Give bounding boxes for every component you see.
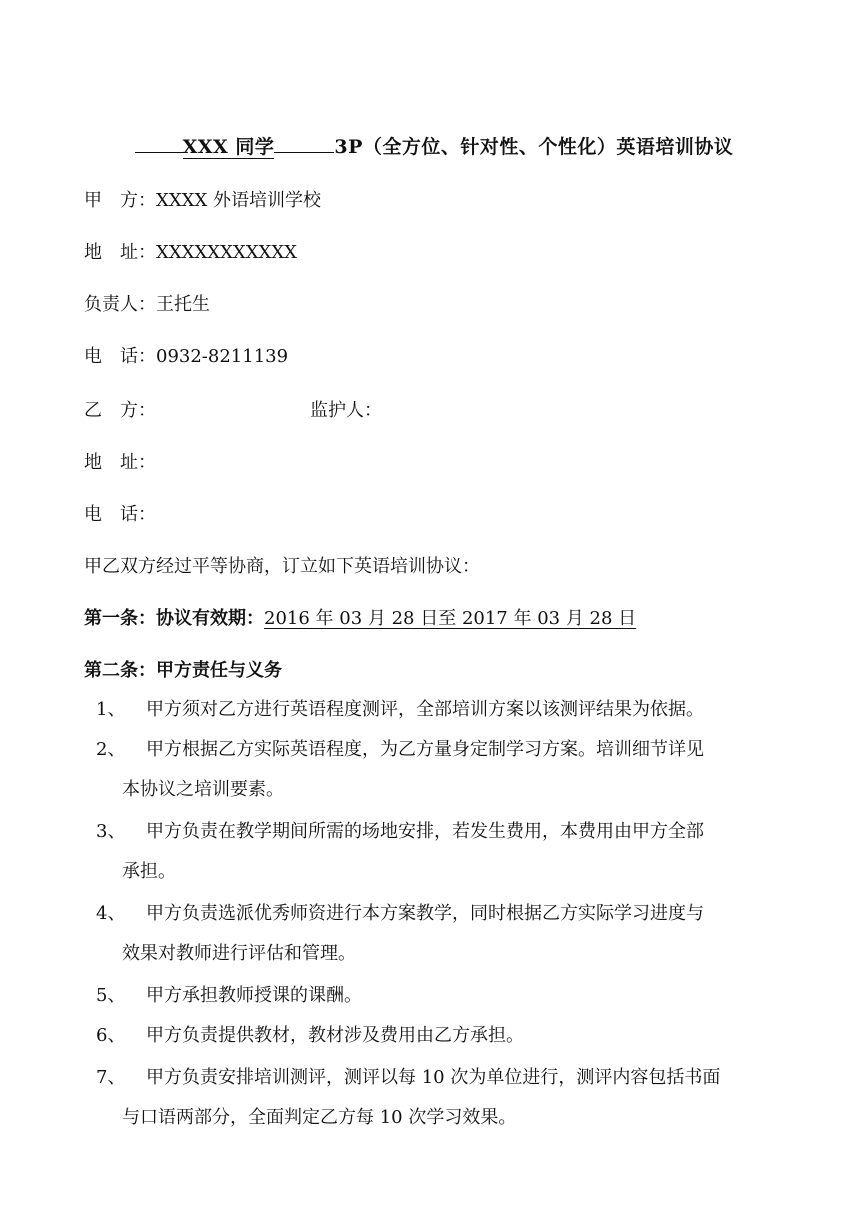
list-item xyxy=(84,730,794,810)
party-a-phone-line xyxy=(84,342,288,368)
article-1-value: 2016 年 03 月 28 日至 2017 年 03 月 28 日 xyxy=(264,608,637,629)
student-name: XXX 同学 xyxy=(182,136,275,158)
list-item-number: 5、 xyxy=(96,985,126,1006)
party-b-name-line xyxy=(84,396,156,422)
list-item xyxy=(84,976,794,1016)
list-item-number: 6、 xyxy=(96,1025,126,1046)
party-a-address-value: XXXXXXXXXXX xyxy=(156,242,297,263)
party-a-phone-label: 电 话： xyxy=(84,346,156,367)
list-item xyxy=(84,812,794,892)
list-item-continuation: 本协议之培训要素。 xyxy=(122,779,284,800)
article-1-heading: 第一条：协议有效期： xyxy=(84,608,264,629)
party-b-phone-label: 电 话： xyxy=(84,504,156,525)
party-a-name-value: XXXX 外语培训学校 xyxy=(156,190,321,211)
article-2-heading: 第二条：甲方责任与义务 xyxy=(84,660,282,681)
list-item xyxy=(84,1058,794,1138)
list-item-text: 甲方负责在教学期间所需的场地安排，若发生费用，本费用由甲方全部 xyxy=(146,821,704,842)
list-item-continuation: 效果对教师进行评估和管理。 xyxy=(122,943,356,964)
list-item-number: 1、 xyxy=(96,699,126,720)
list-item xyxy=(84,1016,794,1056)
guardian-label: 监护人： xyxy=(310,400,382,421)
party-b-address-line xyxy=(84,448,156,474)
party-a-phone-value: 0932-8211139 xyxy=(156,346,289,367)
list-item xyxy=(84,894,794,974)
list-item-continuation: 承担。 xyxy=(122,861,176,882)
party-a-contact-label: 负责人： xyxy=(84,294,156,315)
list-item-number: 4、 xyxy=(96,903,126,924)
party-b-name-label: 乙 方： xyxy=(84,400,156,421)
list-item-text: 甲方负责安排培训测评，测评以每 10 次为单位进行，测评内容包括书面 xyxy=(146,1067,721,1088)
list-item-continuation: 与口语两部分，全面判定乙方每 10 次学习效果。 xyxy=(122,1107,517,1128)
party-a-name-label: 甲 方： xyxy=(84,190,156,211)
list-item-text: 甲方根据乙方实际英语程度，为乙方量身定制学习方案。培训细节详见 xyxy=(146,739,704,760)
list-item-text: 甲方负责选派优秀师资进行本方案教学，同时根据乙方实际学习进度与 xyxy=(146,903,704,924)
intro-paragraph: 甲乙双方经过平等协商，订立如下英语培训协议： xyxy=(84,556,480,577)
list-item-number: 7、 xyxy=(96,1067,126,1088)
list-item-number: 2、 xyxy=(96,739,126,760)
article-1 xyxy=(84,604,636,630)
list-item xyxy=(84,690,794,730)
party-a-name-line xyxy=(84,186,321,212)
list-item-text: 甲方须对乙方进行英语程度测评，全部培训方案以该测评结果为依据。 xyxy=(146,699,704,720)
party-b-address-label: 地 址： xyxy=(84,452,156,473)
title-blank-left xyxy=(135,152,183,153)
title-text: 3P（全方位、针对性、个性化）英语培训协议 xyxy=(334,136,734,158)
document-title xyxy=(0,132,868,159)
party-a-address-label: 地 址： xyxy=(84,242,156,263)
party-b-phone-line xyxy=(84,500,156,526)
list-item-text: 甲方承担教师授课的课酬。 xyxy=(146,985,362,1006)
list-item-text: 甲方负责提供教材，教材涉及费用由乙方承担。 xyxy=(146,1025,524,1046)
party-a-address-line xyxy=(84,238,297,264)
party-a-contact-line xyxy=(84,290,210,316)
title-blank-right xyxy=(274,152,334,153)
list-item-number: 3、 xyxy=(96,821,126,842)
party-a-contact-value: 王托生 xyxy=(156,294,210,315)
